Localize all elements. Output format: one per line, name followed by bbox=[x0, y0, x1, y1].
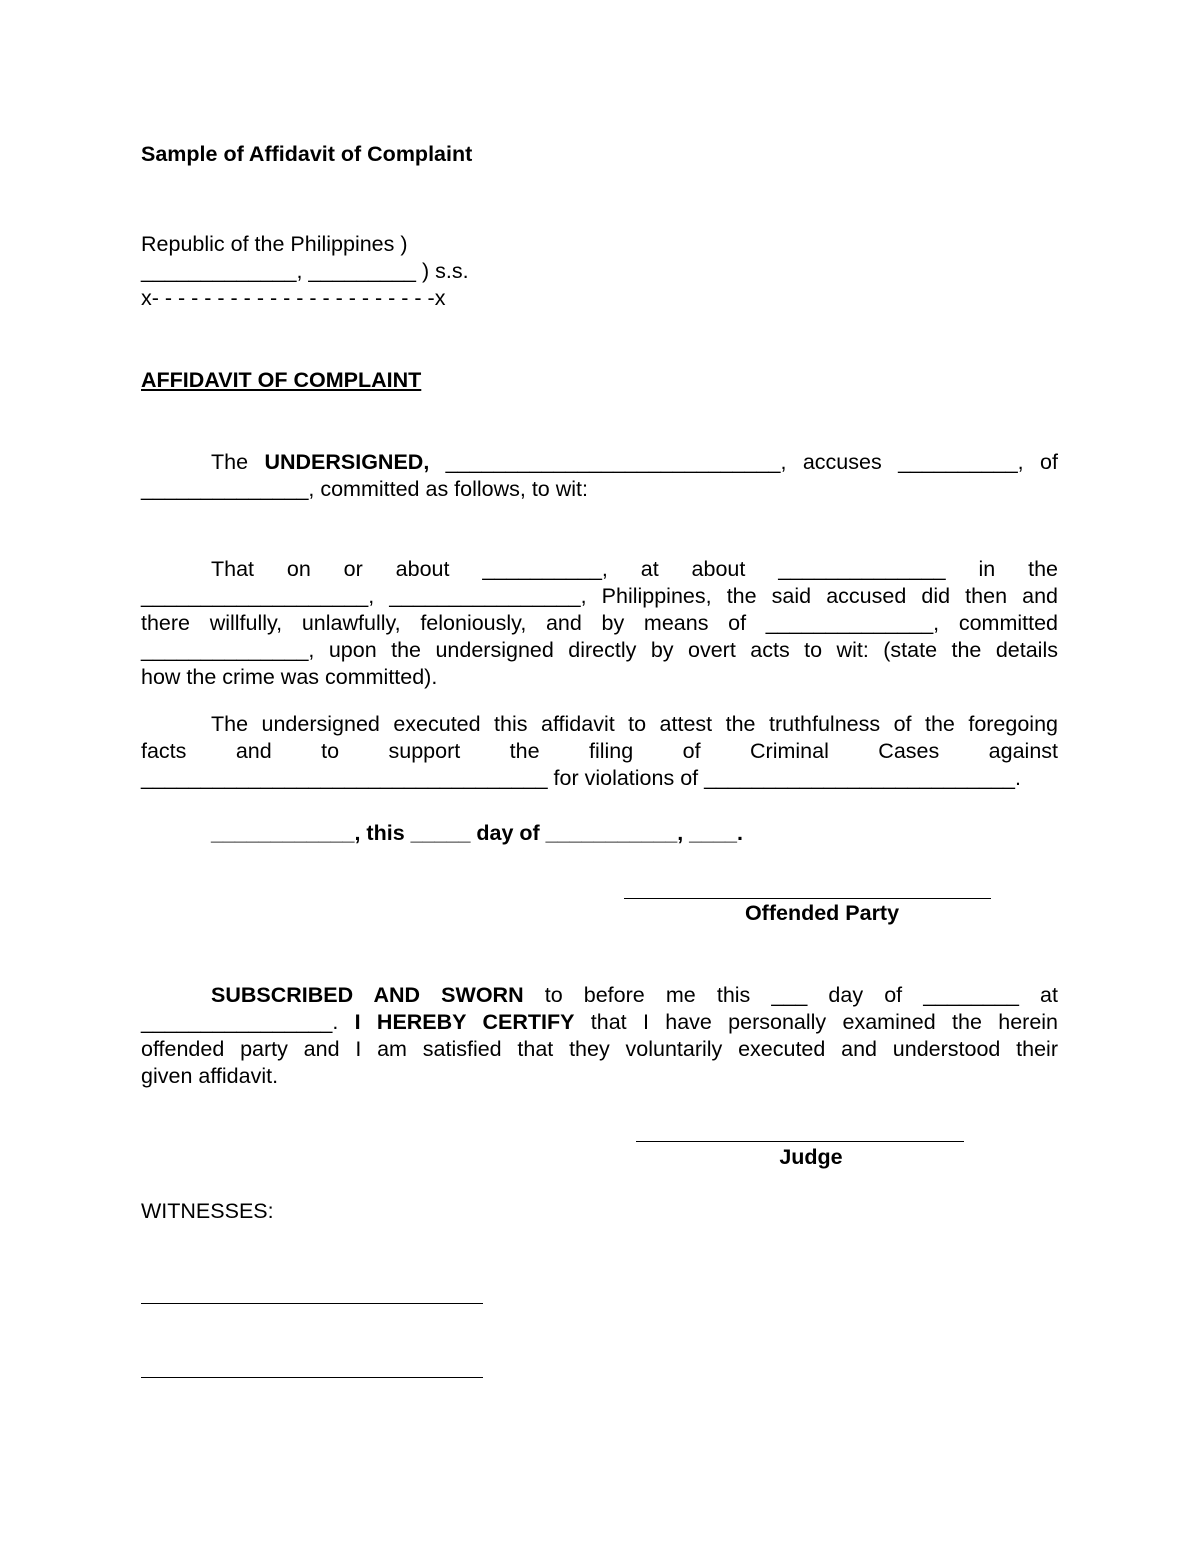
judge-label: Judge bbox=[779, 1145, 843, 1169]
text-run: ________________. bbox=[141, 1010, 355, 1034]
paragraph-line: given affidavit. bbox=[141, 1064, 279, 1088]
paragraph-line: there willfully, unlawfully, feloniously, and by means of ______________, committed bbox=[141, 611, 1058, 635]
venue-line-republic: Republic of the Philippines ) bbox=[141, 232, 408, 256]
text-run: ____________________________, accuses __________, of bbox=[429, 450, 1058, 474]
paragraph-line: how the crime was committed). bbox=[141, 665, 438, 689]
text-run: The bbox=[211, 450, 265, 474]
affidavit-heading: AFFIDAVIT OF COMPLAINT bbox=[141, 368, 422, 392]
subscribed-label: SUBSCRIBED AND SWORN bbox=[211, 983, 524, 1007]
judge-signature-line bbox=[636, 1141, 964, 1142]
venue-block bbox=[141, 231, 1058, 312]
paragraph-incident bbox=[141, 556, 1058, 691]
date-place-line: ____________, this _____ day of ___________, ____. bbox=[211, 821, 743, 845]
venue-line-ss: _____________, _________ ) s.s. bbox=[141, 259, 469, 283]
paragraph-line: __________________________________ for violations of __________________________. bbox=[141, 766, 1021, 790]
paragraph-line: ___________________, ________________, Philippines, the said accused did then and bbox=[141, 584, 1058, 608]
paragraph-line: facts and to support the filing of Criminal Cases against bbox=[141, 739, 1058, 763]
paragraph-line bbox=[141, 449, 1058, 476]
witnesses-label: WITNESSES: bbox=[141, 1199, 274, 1223]
paragraph-line bbox=[141, 1009, 1058, 1036]
paragraph-line: That on or about __________, at about ______________ in the bbox=[211, 557, 1058, 581]
text-run: to before me this ___ day of ________ at bbox=[523, 983, 1058, 1007]
paragraph-undersigned bbox=[141, 449, 1058, 503]
witness-signature-line-2 bbox=[141, 1377, 483, 1378]
witness-signature-line-1 bbox=[141, 1303, 483, 1304]
undersigned-label: UNDERSIGNED, bbox=[264, 450, 430, 474]
paragraph-attestation bbox=[141, 711, 1058, 792]
paragraph-line: offended party and I am satisfied that they voluntarily executed and understood their bbox=[141, 1037, 1058, 1061]
paragraph-line: The undersigned executed this affidavit to attest the truthfulness of the foregoing bbox=[211, 712, 1058, 736]
offended-party-label: Offended Party bbox=[744, 901, 900, 925]
certify-label: I HEREBY CERTIFY bbox=[354, 1010, 575, 1034]
offended-party-signature-line bbox=[624, 898, 991, 899]
document-title: Sample of Affidavit of Complaint bbox=[141, 142, 473, 166]
paragraph-subscribed bbox=[141, 982, 1058, 1090]
paragraph-line: ______________, upon the undersigned directly by overt acts to wit: (state the details bbox=[141, 638, 1058, 662]
paragraph-line bbox=[141, 982, 1058, 1009]
venue-line-separator: x- - - - - - - - - - - - - - - - - - - - - -x bbox=[141, 286, 446, 310]
text-run: that I have personally examined the herein bbox=[574, 1010, 1059, 1034]
paragraph-line: ______________, committed as follows, to wit: bbox=[141, 477, 588, 501]
